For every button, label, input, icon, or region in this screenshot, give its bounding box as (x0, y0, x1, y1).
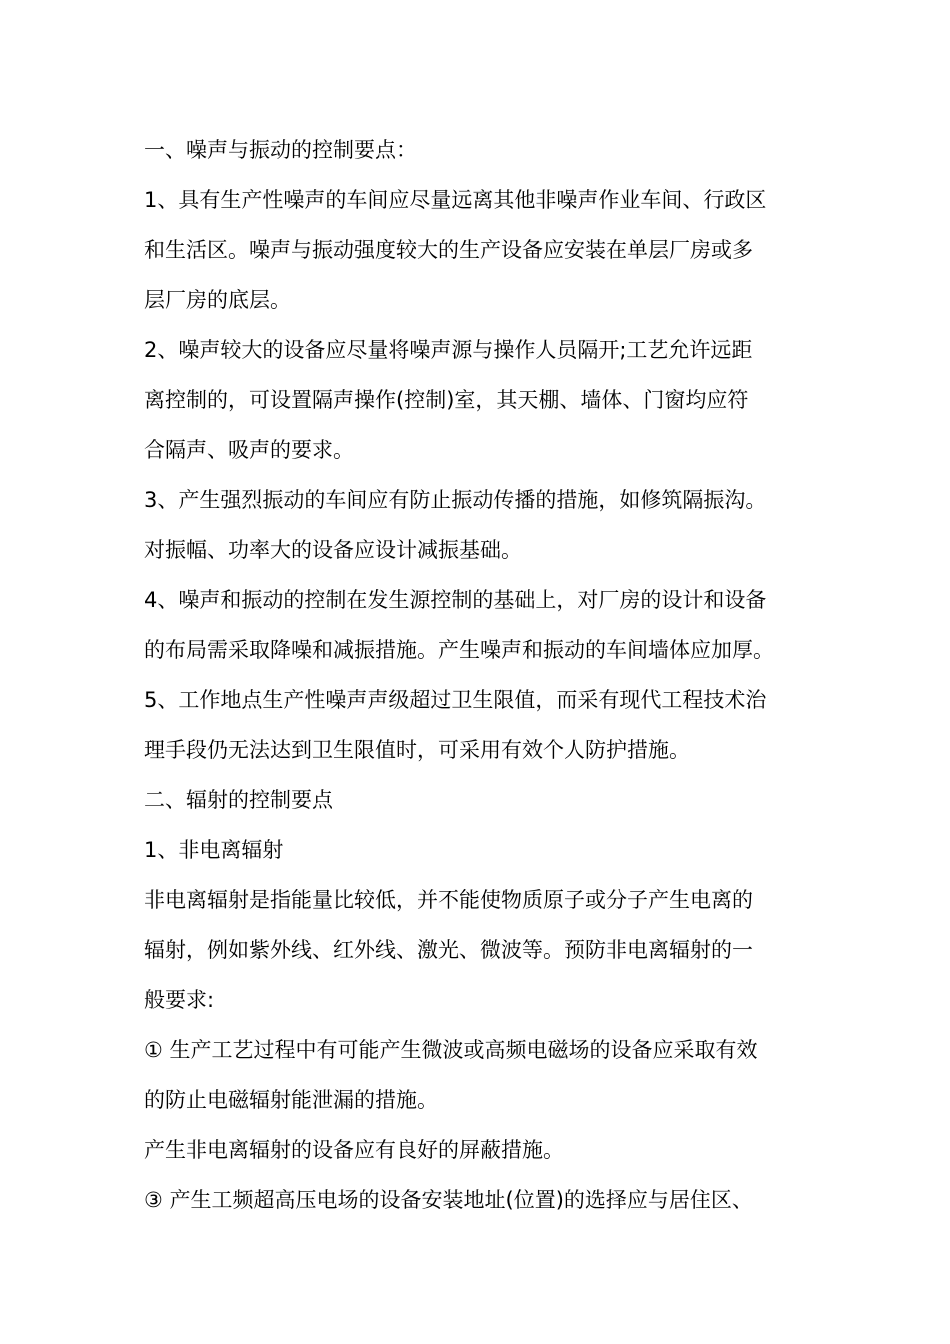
paragraph-line: 的防止电磁辐射能泄漏的措施。 (144, 1088, 438, 1112)
paragraph-line: 和生活区。噪声与振动强度较大的生产设备应安装在单层厂房或多 (144, 238, 753, 262)
paragraph-line: 2、噪声较大的设备应尽量将噪声源与操作人员隔开;工艺允许远距 (144, 338, 753, 362)
paragraph-line: 层厂房的底层。 (144, 288, 291, 312)
paragraph-line: 5、工作地点生产性噪声声级超过卫生限值，而采有现代工程技术治 (144, 688, 767, 712)
paragraph-line: ① 生产工艺过程中有可能产生微波或高频电磁场的设备应采取有效 (144, 1038, 758, 1062)
paragraph-line: 理手段仍无法达到卫生限值时，可采用有效个人防护措施。 (144, 738, 690, 762)
paragraph-line: 4、噪声和振动的控制在发生源控制的基础上，对厂房的设计和设备 (144, 588, 767, 612)
paragraph-line: 合隔声、吸声的要求。 (144, 438, 354, 462)
paragraph-line: 3、产生强烈振动的车间应有防止振动传播的措施，如修筑隔振沟。 (144, 488, 767, 512)
paragraph-line: 般要求: (144, 988, 215, 1012)
section-heading-radiation: 二、辐射的控制要点 (144, 788, 333, 812)
paragraph-line: 的布局需采取降噪和减振措施。产生噪声和振动的车间墙体应加厚。 (144, 638, 774, 662)
paragraph-line: 1、具有生产性噪声的车间应尽量远离其他非噪声作业车间、行政区 (144, 188, 767, 212)
section-heading-noise-vibration: 一、噪声与振动的控制要点： (144, 138, 417, 162)
paragraph-line: 辐射，例如紫外线、红外线、激光、微波等。预防非电离辐射的一 (144, 938, 753, 962)
paragraph-line: 非电离辐射是指能量比较低，并不能使物质原子或分子产生电离的 (144, 888, 753, 912)
paragraph-line: 产生非电离辐射的设备应有良好的屏蔽措施。 (144, 1138, 564, 1162)
document-body (144, 125, 809, 1225)
paragraph-line: 对振幅、功率大的设备应设计减振基础。 (144, 538, 522, 562)
subheading-non-ionizing: 1、非电离辐射 (144, 838, 284, 862)
paragraph-line: ③ 产生工频超高压电场的设备安装地址(位置)的选择应与居住区、 (144, 1188, 753, 1212)
paragraph-line: 离控制的，可设置隔声操作(控制)室，其天棚、墙体、门窗均应符 (144, 388, 749, 412)
